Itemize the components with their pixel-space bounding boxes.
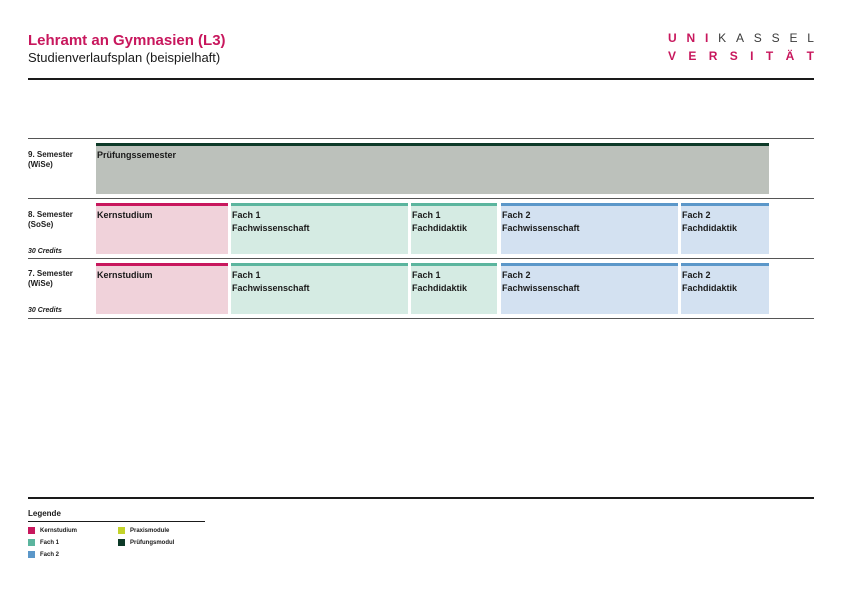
module-bar [96,203,228,206]
legend-label: Kernstudium [40,527,78,534]
module-fach1-fachdidaktik [411,203,497,254]
module-label: Fach 2 Fachdidaktik [682,270,738,293]
module-label: Fach 1 Fachwissenschaft [232,210,310,233]
module-label: Fach 2 Fachwissenschaft [502,210,580,233]
university-logo [668,30,814,66]
row-divider [28,138,814,139]
logo-letter: E [789,31,798,45]
module-label: Fach 1 Fachdidaktik [412,270,468,293]
semester-7-credits: 30 Credits [28,307,62,314]
legend-item-kernstudium [28,527,77,534]
logo-letter: T [806,49,814,63]
page-title: Lehramt an Gymnasien (L3) [28,32,226,49]
legend-divider [28,497,814,499]
logo-letter: Ä [785,49,795,63]
legend-item-praxismodule [118,527,169,534]
logo-row-2 [668,48,814,66]
semester-term: (WiSe) [28,160,53,169]
semester-7-label [28,269,90,289]
semester-name: 7. Semester [28,269,73,278]
logo-letter: E [688,49,697,63]
logo-letter: S [771,31,780,45]
logo-letter: I [704,31,709,45]
legend-label: Prüfungsmodul [130,539,175,546]
module-label: Fach 2 Fachwissenschaft [502,270,580,293]
row-divider [28,198,814,199]
legend-title: Legende [28,509,61,518]
module-bar [501,203,678,206]
module-bar [96,143,769,146]
legend-swatch [28,551,35,558]
module-bar [681,263,769,266]
module-bar [501,263,678,266]
legend-item-fach1 [28,539,59,546]
semester-8-label [28,210,90,230]
logo-letter: R [708,49,718,63]
row-divider [28,318,814,319]
semester-9-label [28,150,90,170]
legend-swatch [28,539,35,546]
logo-letter: S [753,31,762,45]
legend-label: Praxismodule [130,527,170,534]
row-divider [28,258,814,259]
logo-letter: S [729,49,738,63]
module-bar [681,203,769,206]
legend-rule [28,521,205,522]
module-bar [96,263,228,266]
legend-item-fach2 [28,551,59,558]
logo-letter: A [735,31,744,45]
legend-label: Fach 1 [40,539,60,546]
logo-letter: V [668,49,677,63]
logo-letter: I [750,49,754,63]
module-label: Fach 1 Fachwissenschaft [232,270,310,293]
legend-item-pruefungsmodul [118,539,174,546]
module-kernstudium [96,263,228,314]
module-bar [411,263,497,266]
module-fach1-fachwissenschaft [231,203,408,254]
header-divider [28,78,814,80]
module-label: Kernstudium [97,210,153,220]
module-fach1-fachdidaktik [411,263,497,314]
semester-term: (WiSe) [28,279,53,288]
module-kernstudium [96,203,228,254]
logo-letter: U [668,31,677,45]
semester-name: 8. Semester [28,210,73,219]
page-subtitle: Studienverlaufsplan (beispielhaft) [28,50,221,65]
module-label: Kernstudium [97,270,153,280]
semester-name: 9. Semester [28,150,73,159]
module-bar [411,203,497,206]
logo-row-1 [668,30,814,48]
logo-letter: L [807,31,814,45]
module-fach1-fachwissenschaft [231,263,408,314]
module-label: Fach 2 Fachdidaktik [682,210,738,233]
module-bar [231,203,408,206]
logo-letter: N [686,31,696,45]
semester-8-credits: 30 Credits [28,248,62,255]
module-label: Prüfungssemester [97,150,177,160]
logo-letter: T [765,49,774,63]
legend-swatch [118,527,125,534]
module-label: Fach 1 Fachdidaktik [412,210,468,233]
module-fach2-fachwissenschaft [501,203,678,254]
logo-letter: K [718,31,727,45]
module-fach2-fachwissenschaft [501,263,678,314]
module-fach2-fachdidaktik [681,263,769,314]
module-pruefungssemester [96,143,769,194]
legend-swatch [118,539,125,546]
module-bar [231,263,408,266]
legend-swatch [28,527,35,534]
semester-term: (SoSe) [28,220,54,229]
legend-label: Fach 2 [40,551,60,558]
module-fach2-fachdidaktik [681,203,769,254]
